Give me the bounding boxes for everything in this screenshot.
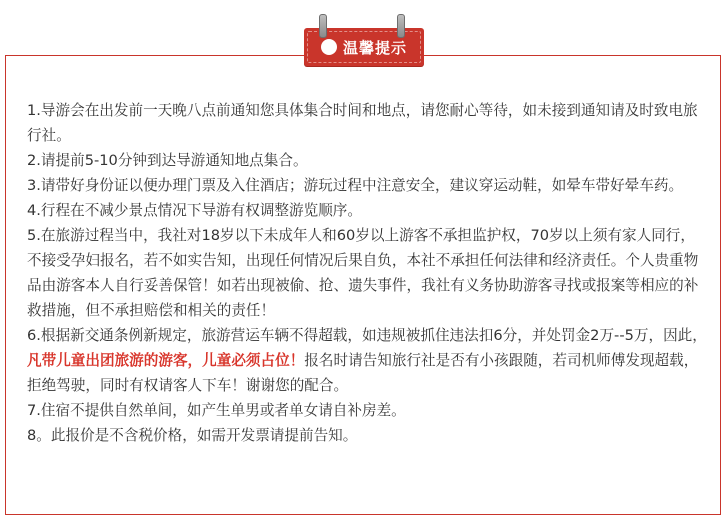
notice-item-7: 7.住宿不提供自然单间，如产生单男或者单女请自补房差。 xyxy=(27,402,406,419)
badge-title: 温馨提示 xyxy=(342,38,407,57)
notice-item-6-before: 6.根据新交通条例新规定，旅游营运车辆不得超载，如违规被抓住违法扣6分，并处罚金2万--5万，因此， xyxy=(27,327,707,344)
notice-item-2: 2.请提前5-10分钟到达导游通知地点集合。 xyxy=(27,152,308,169)
notice-list xyxy=(27,98,709,448)
circle-bullet-icon xyxy=(321,39,337,55)
notice-item-5: 5.在旅游过程当中，我社对18岁以下未成年人和60岁以上游客不承担监护权，70岁以上须有家人同行，不接受孕妇报名，若不如实告知，出现任何情况后果自负，本社不承担任何法律和经济责任。个人贵重物品由游客本人自行妥善保管！如若出现被偷、抢、遗失事件，我社有义务协助游客寻找或报案等相应的补救措施，但不承担赔偿和相关的责任！ xyxy=(27,227,699,319)
notice-item-6-after: 报名时请告知旅行社是否有小孩跟随，若司机师傅发现超载，拒绝驾驶，同时有权请客人下车！谢谢您的配合。 xyxy=(27,352,699,394)
notice-item-6 xyxy=(27,323,709,398)
binder-ring-icon xyxy=(397,14,405,38)
child-seat-warning: 凡带儿童出团旅游的游客，儿童必须占位！ xyxy=(27,352,305,369)
notice-item-8: 8。此报价是不含税价格，如需开发票请提前告知。 xyxy=(27,427,358,444)
notice-item-1: 1.导游会在出发前一天晚八点前通知您具体集合时间和地点，请您耐心等待，如未接到通知请及时致电旅行社。 xyxy=(27,102,698,144)
notice-item-4: 4.行程在不减少景点情况下导游有权调整游览顺序。 xyxy=(27,202,362,219)
binder-ring-icon xyxy=(319,14,327,38)
notice-item-3: 3.请带好身份证以便办理门票及入住酒店；游玩过程中注意安全，建议穿运动鞋，如晕车带好晕车药。 xyxy=(27,177,684,194)
